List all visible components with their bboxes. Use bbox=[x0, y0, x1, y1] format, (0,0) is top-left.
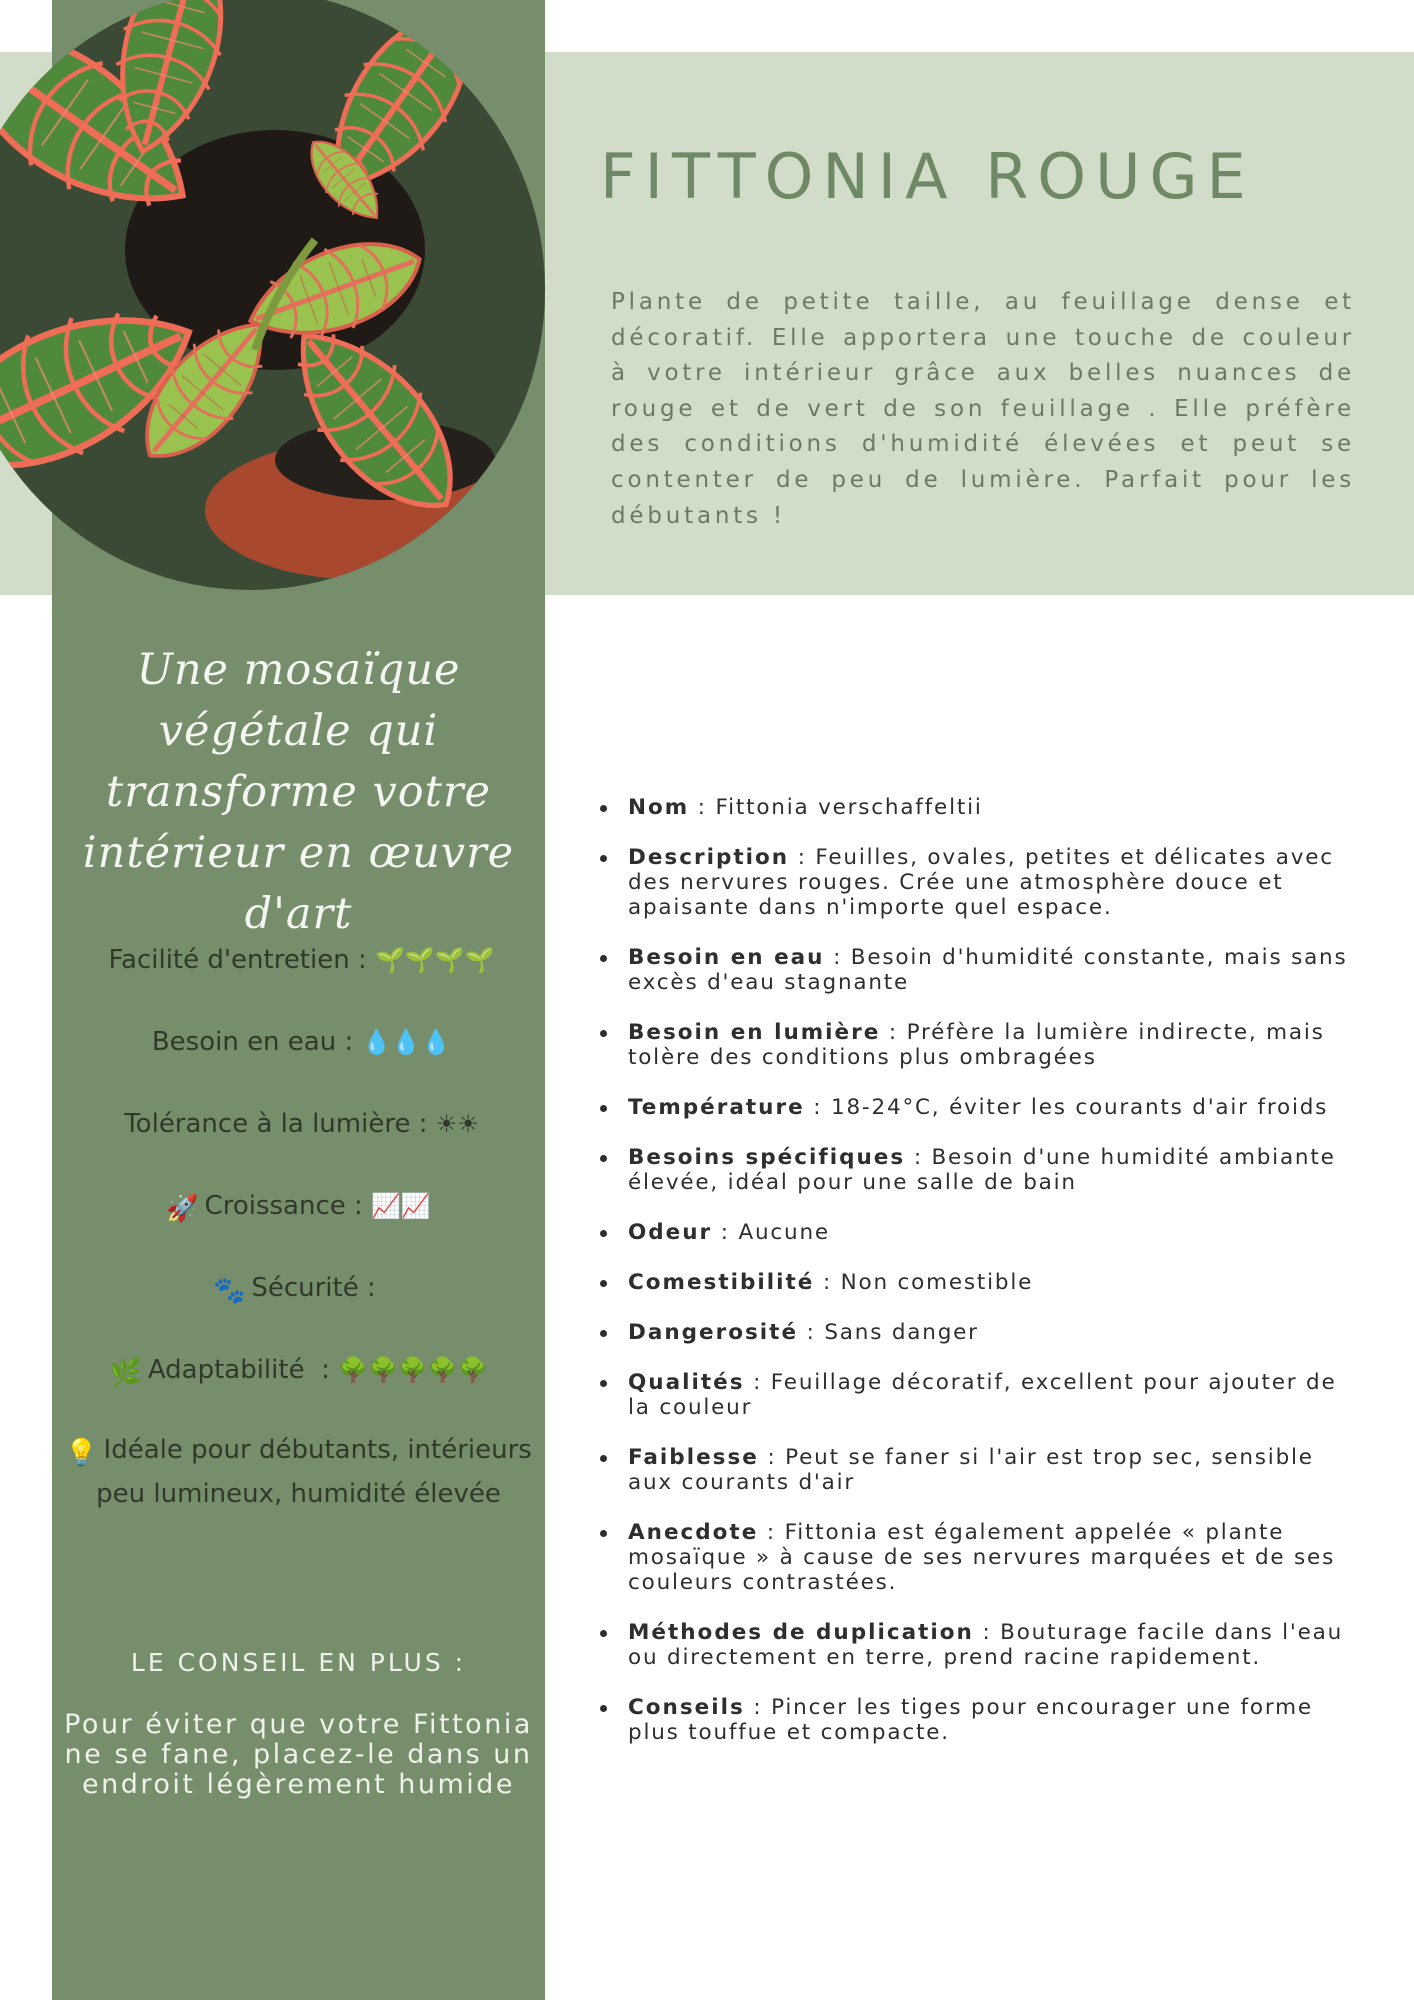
herb-icon: 🌿 bbox=[109, 1358, 142, 1388]
fact-label: Besoin en eau bbox=[628, 945, 825, 970]
rating-securite bbox=[60, 1266, 537, 1348]
fact-label: Conseils bbox=[628, 1695, 745, 1720]
fact-label: Anecdote bbox=[628, 1520, 759, 1545]
fact-label: Méthodes de duplication bbox=[628, 1620, 974, 1645]
fact-item bbox=[597, 945, 1357, 995]
fact-item bbox=[597, 795, 1357, 820]
fact-label: Dangerosité bbox=[628, 1320, 799, 1345]
fact-label: Faiblesse bbox=[628, 1445, 759, 1470]
fact-text: : 18-24°C, éviter les courants d'air froids bbox=[804, 1095, 1329, 1120]
fact-label: Odeur bbox=[628, 1220, 713, 1245]
fact-text: : Besoin d'humidité constante, mais sans excès d'eau stagnante bbox=[628, 945, 1348, 995]
rating-eau-label: Besoin en eau : bbox=[151, 1027, 362, 1057]
rating-eau-value: 💧💧💧 bbox=[361, 1028, 452, 1056]
fact-item bbox=[597, 1445, 1357, 1495]
rocket-icon: 🚀 bbox=[166, 1194, 199, 1224]
fact-label: Qualités bbox=[628, 1370, 745, 1395]
facts-list bbox=[597, 795, 1357, 1770]
rating-lumiere-label: Tolérance à la lumière : bbox=[124, 1109, 436, 1139]
tagline: Une mosaïque végétale qui transforme votre intérieur en œuvre d'art bbox=[82, 645, 515, 939]
fact-item bbox=[597, 1270, 1357, 1295]
fact-text: : Sans danger bbox=[798, 1320, 979, 1345]
fact-label: Besoins spécifiques bbox=[628, 1145, 906, 1170]
fact-text: : Fittonia verschaffeltii bbox=[689, 795, 983, 820]
fact-item bbox=[597, 1370, 1357, 1420]
rating-securite-label: Sécurité : bbox=[251, 1273, 385, 1303]
rating-adaptabilite-value: 🌳🌳🌳🌳🌳 bbox=[338, 1356, 488, 1384]
fact-item bbox=[597, 1020, 1357, 1070]
rating-entretien-label: Facilité d'entretien : bbox=[108, 945, 375, 975]
fact-item bbox=[597, 1695, 1357, 1745]
fact-item bbox=[597, 1095, 1357, 1120]
ideal-for-text: Idéale pour débutants, intérieurs peu lumineux, humidité élevée bbox=[96, 1435, 532, 1509]
intro-paragraph: Plante de petite taille, au feuillage dense et décoratif. Elle apportera une touche de couleur à votre intérieur grâce aux belles nuances de rouge et de vert de son feuillage . Elle préfère des conditions d'humidité élevées et peut se contenter de peu de lumière. Parfait pour les débutants ! bbox=[611, 289, 1355, 529]
lightbulb-icon: 💡 bbox=[65, 1438, 98, 1468]
fact-text: : Feuilles, ovales, petites et délicates avec des nervures rouges. Crée une atmosphère douce et apaisante dans n'importe quel espace. bbox=[628, 845, 1334, 920]
conseil-text: Pour éviter que votre Fittonia ne se fane, placez-le dans un endroit légèrement humide bbox=[64, 1709, 533, 1800]
fact-item bbox=[597, 1620, 1357, 1670]
fact-text: : Aucune bbox=[712, 1220, 830, 1245]
rating-adaptabilite bbox=[60, 1348, 537, 1430]
fact-text: : Non comestible bbox=[814, 1270, 1034, 1295]
rating-entretien-value: 🌱🌱🌱🌱 bbox=[375, 946, 495, 974]
rating-croissance bbox=[60, 1184, 537, 1266]
care-ratings bbox=[60, 938, 537, 1430]
fact-item bbox=[597, 1320, 1357, 1345]
rating-eau bbox=[60, 1020, 537, 1102]
paw-icon: 🐾 bbox=[212, 1276, 246, 1306]
fact-text: : Feuillage décoratif, excellent pour ajouter de la couleur bbox=[628, 1370, 1337, 1420]
fact-label: Description bbox=[628, 845, 790, 870]
fact-text: : Fittonia est également appelée « plante mosaïque » à cause de ses nervures marquées et de ses couleurs contrastées. bbox=[628, 1520, 1336, 1595]
rating-croissance-value: 📈📈 bbox=[371, 1192, 431, 1220]
fact-label: Nom bbox=[628, 795, 690, 820]
fact-item bbox=[597, 845, 1357, 920]
fact-text: : Besoin d'une humidité ambiante élevée, idéal pour une salle de bain bbox=[628, 1145, 1336, 1195]
fact-text: : Bouturage facile dans l'eau ou directement en terre, prend racine rapidement. bbox=[628, 1620, 1344, 1670]
rating-lumiere-value: ☀☀ bbox=[435, 1110, 479, 1138]
rating-entretien bbox=[60, 938, 537, 1020]
rating-lumiere bbox=[60, 1102, 537, 1184]
fact-item bbox=[597, 1220, 1357, 1245]
fact-label: Besoin en lumière bbox=[628, 1020, 881, 1045]
fact-item bbox=[597, 1520, 1357, 1595]
fact-label: Comestibilité bbox=[628, 1270, 815, 1295]
rating-croissance-label: Croissance : bbox=[204, 1191, 372, 1221]
conseil-heading: LE CONSEIL EN PLUS : bbox=[130, 1648, 467, 1677]
fact-label: Température bbox=[628, 1095, 805, 1120]
rating-adaptabilite-label: Adaptabilité : bbox=[147, 1355, 339, 1385]
ideal-for bbox=[60, 1430, 537, 1515]
fact-text: : Pincer les tiges pour encourager une forme plus touffue et compacte. bbox=[628, 1695, 1313, 1745]
page-title: FITTONIA ROUGE bbox=[600, 140, 1255, 213]
fact-item bbox=[597, 1145, 1357, 1195]
fact-text: : Peut se faner si l'air est trop sec, sensible aux courants d'air bbox=[628, 1445, 1314, 1495]
fact-text: : Préfère la lumière indirecte, mais tolère des conditions plus ombragées bbox=[628, 1020, 1325, 1070]
